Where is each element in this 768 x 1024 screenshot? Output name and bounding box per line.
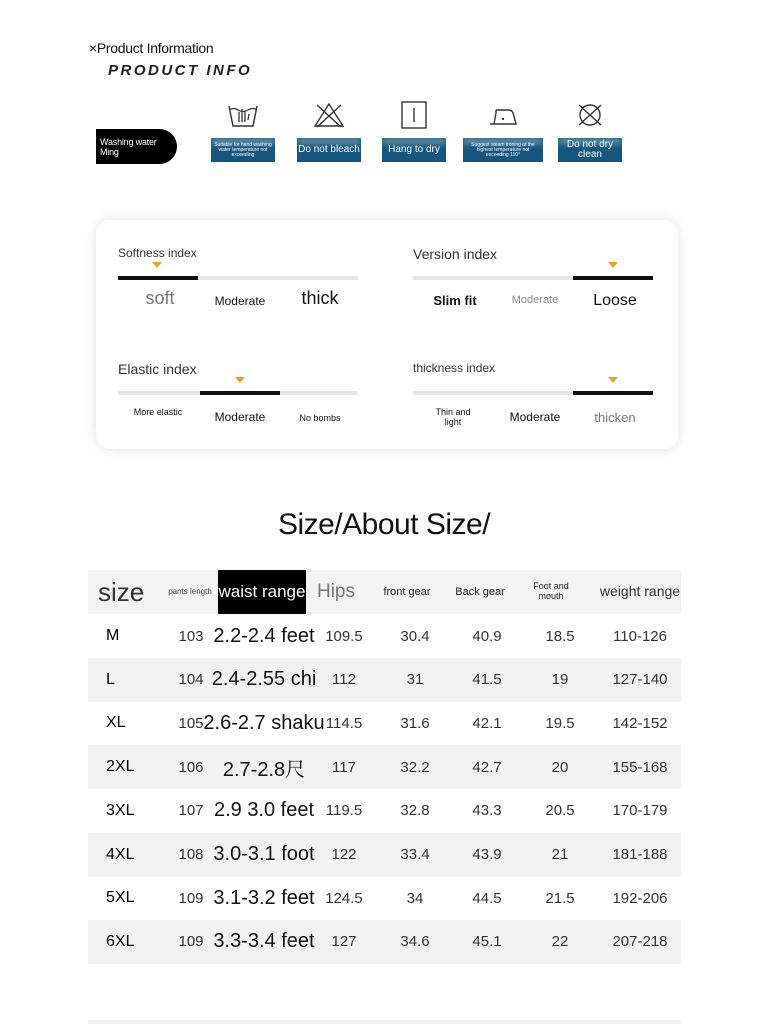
- foot-and-mouth-cell: 18.5: [545, 627, 575, 645]
- softness-label-soft: soft: [145, 288, 175, 308]
- table-row: [88, 920, 681, 964]
- iron-icon: [486, 100, 520, 130]
- thickness-track: [413, 391, 653, 395]
- foot-and-mouth-cell: 21: [551, 846, 569, 863]
- softness-track: [118, 276, 358, 280]
- hang-to-dry-label: Hang to dry: [382, 138, 446, 162]
- table-row: [88, 876, 681, 920]
- foot-and-mouth-cell: 22: [551, 933, 569, 951]
- size-table-header: [88, 570, 681, 614]
- table-row: [88, 833, 681, 877]
- pants-length-cell: 109: [178, 889, 204, 907]
- front-gear-cell: 33.4: [400, 846, 430, 863]
- table-row: [88, 614, 681, 658]
- version-label-slim-fit: Slim fit: [433, 293, 477, 308]
- version-track: [413, 276, 653, 280]
- waist-range-cell: 2.9 3.0 feet: [213, 799, 315, 822]
- size-cell: L: [106, 670, 115, 688]
- do-not-bleach-icon: [312, 100, 346, 130]
- table-bottom-strip: [88, 1020, 681, 1024]
- header-size: size: [98, 576, 145, 607]
- thickness-indicator-arrow: [608, 377, 618, 383]
- washing-label-pill: Washing water Ming: [96, 129, 177, 164]
- front-gear-cell: 32.2: [400, 758, 430, 776]
- hips-cell: 117: [332, 758, 356, 776]
- size-cell: 4XL: [106, 845, 135, 863]
- elastic-label-moderate: Moderate: [214, 410, 266, 424]
- weight-range-cell: 110-126: [613, 627, 667, 645]
- thickness-label-moderate: Moderate: [509, 410, 561, 424]
- product-info-subtitle: PRODUCT INFO: [108, 62, 253, 79]
- foot-and-mouth-cell: 20.5: [545, 802, 575, 820]
- back-gear-cell: 41.5: [472, 671, 502, 689]
- softness-label-thick: thick: [301, 288, 339, 308]
- header-back-gear: Back gear: [455, 585, 505, 598]
- back-gear-cell: 40.9: [472, 627, 502, 645]
- pants-length-cell: 108: [178, 846, 204, 863]
- thickness-index: [413, 361, 653, 451]
- product-information-title: ×Product Information: [89, 40, 214, 56]
- back-gear-cell: 45.1: [472, 933, 502, 951]
- care-do-not-bleach: [297, 100, 361, 162]
- care-do-not-dry-clean: [558, 100, 622, 162]
- do-not-dry-clean-icon: [573, 100, 607, 130]
- foot-and-mouth-cell: 19.5: [545, 714, 575, 732]
- do-not-bleach-label: Do not bleach: [297, 138, 361, 162]
- iron-label: Suggest steam ironing at the highest temperature not exceeding 110°: [463, 138, 543, 162]
- waist-range-cell: 3.3-3.4 feet: [213, 930, 315, 953]
- hips-cell: 114.5: [325, 714, 363, 732]
- weight-range-cell: 142-152: [612, 714, 668, 732]
- hips-cell: 109.5: [325, 627, 363, 645]
- hips-cell: 122: [331, 846, 357, 863]
- front-gear-cell: 31: [406, 671, 424, 689]
- header-weight-range: weight range: [599, 583, 681, 600]
- front-gear-cell: 30.4: [400, 627, 430, 645]
- elastic-track: [118, 391, 358, 395]
- version-label-moderate: Moderate: [511, 294, 559, 306]
- weight-range-cell: 207-218: [612, 933, 668, 951]
- version-label-loose: Loose: [593, 292, 637, 309]
- waist-range-cell: 2.2-2.4 feet: [213, 624, 315, 647]
- front-gear-cell: 34.6: [400, 933, 430, 951]
- back-gear-cell: 44.5: [472, 889, 502, 907]
- softness-index-title: Softness index: [118, 246, 197, 260]
- foot-and-mouth-cell: 20: [551, 758, 569, 776]
- header-front-gear: front gear: [383, 585, 431, 598]
- hand-wash-label: Suitable for hand washing water temperature not exceeding: [211, 138, 275, 162]
- fabric-index-card: [96, 220, 678, 449]
- header-waist-range: waist range: [218, 570, 306, 614]
- hips-cell: 124.5: [325, 889, 363, 907]
- hips-cell: 127: [331, 933, 357, 951]
- weight-range-cell: 170-179: [612, 802, 668, 820]
- elastic-label-no-bombs: No bombs: [299, 413, 341, 423]
- waist-range-cell: 3.1-3.2 feet: [213, 886, 315, 909]
- weight-range-cell: 181-188: [612, 846, 668, 863]
- header-hips: Hips: [316, 580, 355, 602]
- thickness-index-title: thickness index: [413, 361, 496, 375]
- hang-to-dry-icon: [397, 100, 431, 130]
- version-index-title: Version index: [413, 246, 498, 262]
- header-pants-length: pants length: [168, 586, 212, 596]
- care-hand-wash: [211, 100, 275, 162]
- softness-indicator-arrow: [152, 262, 162, 268]
- care-iron: [463, 100, 543, 162]
- back-gear-cell: 43.3: [472, 802, 502, 820]
- table-row: [88, 701, 681, 745]
- size-cell: M: [106, 627, 120, 644]
- weight-range-cell: 155-168: [612, 758, 668, 776]
- softness-label-moderate: Moderate: [214, 294, 266, 308]
- front-gear-cell: 32.8: [400, 802, 430, 820]
- hand-wash-icon: [226, 100, 260, 130]
- front-gear-cell: 31.6: [400, 714, 430, 732]
- size-table-title: Size/About Size/: [277, 508, 491, 541]
- version-index: [413, 246, 653, 336]
- thickness-label-thicken: thicken: [594, 410, 636, 425]
- pants-length-cell: 106: [178, 758, 204, 776]
- size-cell: 5XL: [106, 889, 135, 907]
- back-gear-cell: 42.7: [472, 758, 502, 776]
- hips-cell: 119.5: [325, 802, 363, 820]
- elastic-label-more-elastic: More elastic: [133, 407, 183, 417]
- waist-range-cell: 2.7-2.8尺: [222, 758, 306, 781]
- thickness-label-thin-and-light: Thin and light: [435, 407, 471, 428]
- pants-length-cell: 107: [178, 802, 204, 820]
- hips-cell: 112: [332, 671, 356, 689]
- back-gear-cell: 42.1: [472, 714, 502, 732]
- weight-range-cell: 127-140: [612, 671, 668, 689]
- pants-length-cell: 109: [178, 933, 204, 951]
- waist-range-cell: 2.6-2.7 shaku: [203, 711, 325, 734]
- care-hang-to-dry: [382, 100, 446, 162]
- header-foot-and-mouth: Foot and mouth: [533, 581, 569, 601]
- table-row: [88, 745, 681, 789]
- foot-and-mouth-cell: 19: [551, 671, 569, 689]
- size-cell: 3XL: [106, 801, 135, 819]
- pants-length-cell: 103: [178, 627, 204, 645]
- pants-length-cell: 104: [178, 671, 204, 689]
- table-row: [88, 789, 681, 833]
- foot-and-mouth-cell: 21.5: [545, 889, 575, 907]
- weight-range-cell: 192-206: [612, 889, 668, 907]
- waist-range-cell: 2.4-2.55 chi: [211, 668, 317, 691]
- softness-index: [118, 246, 358, 336]
- version-indicator-arrow: [608, 262, 618, 268]
- do-not-dry-clean-label: Do not dry clean: [558, 138, 622, 162]
- elastic-index-title: Elastic index: [118, 361, 197, 377]
- size-cell: 6XL: [106, 932, 135, 950]
- back-gear-cell: 43.9: [472, 846, 502, 863]
- elastic-indicator-arrow: [235, 377, 245, 383]
- pants-length-cell: 105: [178, 714, 204, 732]
- waist-range-cell: 3.0-3.1 foot: [213, 843, 315, 865]
- elastic-index: [118, 361, 358, 451]
- front-gear-cell: 34: [406, 889, 424, 907]
- size-cell: XL: [106, 714, 126, 732]
- size-cell: 2XL: [106, 758, 135, 776]
- table-row: [88, 658, 681, 702]
